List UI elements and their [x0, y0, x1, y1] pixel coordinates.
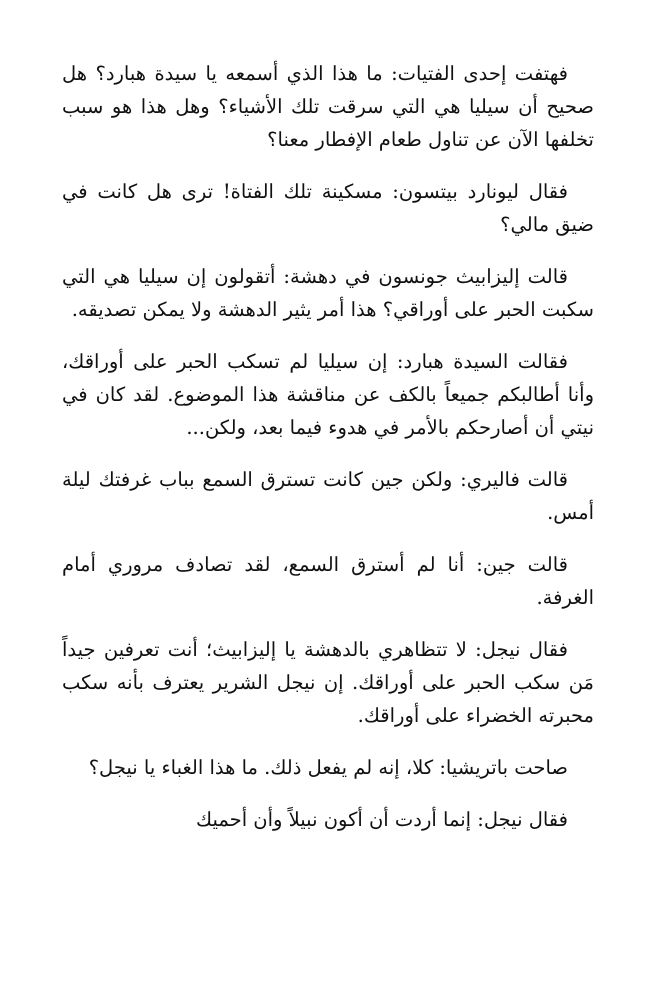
paragraph-9: فقال نيجل: إنما أردت أن أكون نبيلاً وأن أحميك: [196, 808, 568, 831]
paragraph-5: قالت فاليري: ولكن جين كانت تسترق السمع بباب غرفتك ليلة أمس.: [62, 468, 594, 524]
paragraph-6: قالت جين: أنا لم أسترق السمع، لقد تصادف مروري أمام الغرفة.: [62, 553, 594, 609]
paragraph-7: فقال نيجل: لا تتظاهري بالدهشة يا إليزابيث؛ أنت تعرفين جيداً مَن سكب الحبر على أوراقك. إن نيجل الشرير يعترف بأنه سكب محبرته الخضراء على أوراقك.: [62, 638, 594, 727]
paragraph-2: فقال ليونارد بيتسون: مسكينة تلك الفتاة! ترى هل كانت في ضيق مالي؟: [62, 180, 594, 236]
paragraph-1: فهتفت إحدى الفتيات: ما هذا الذي أسمعه يا سيدة هبارد؟ هل صحيح أن سيليا هي التي سرقت تلك الأشياء؟ وهل هذا هو سبب تخلفها الآن عن تناول طعام الإفطار معنا؟: [62, 62, 594, 151]
paragraph-8: صاحت باتريشيا: كلا، إنه لم يفعل ذلك. ما هذا الغباء يا نيجل؟: [88, 756, 568, 779]
paragraph-3: قالت إليزابيث جونسون في دهشة: أتقولون إن سيليا هي التي سكبت الحبر على أوراقي؟ هذا أمر يثير الدهشة ولا يمكن تصديقه.: [62, 265, 594, 321]
paragraph-4: فقالت السيدة هبارد: إن سيليا لم تسكب الحبر على أوراقك، وأنا أطالبكم جميعاً بالكف عن مناقشة هذا الموضوع. لقد كان في نيتي أن أصارحكم بالأمر في هدوء فيما بعد، ولكن...: [62, 350, 594, 439]
page-body: [62, 57, 594, 987]
